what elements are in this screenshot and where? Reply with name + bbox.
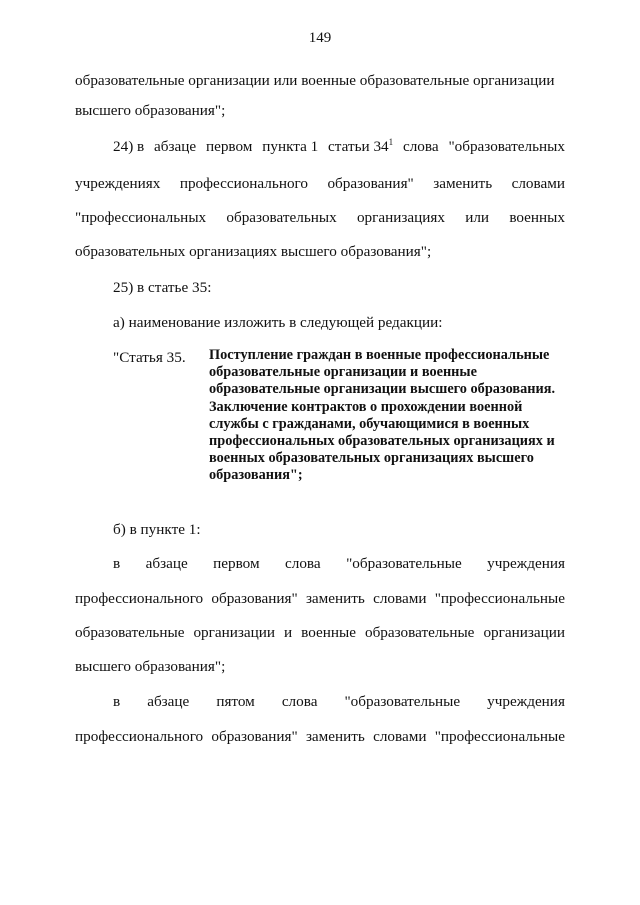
word: учреждения — [487, 693, 565, 710]
item-24-line-2 — [75, 175, 565, 193]
superscript: 1 — [388, 137, 394, 147]
sub-b-p1-line-1 — [113, 555, 565, 573]
item-24-line-4: образовательных организациях высшего образования"; — [75, 243, 432, 260]
word: организации — [483, 624, 565, 641]
word: пятом — [216, 693, 255, 710]
word: слова — [281, 693, 318, 710]
item-25-heading: 25) в статье 35: — [113, 279, 212, 296]
item-24-line-3 — [75, 209, 565, 227]
word: военные — [301, 624, 356, 641]
word: статьи 34 — [328, 138, 389, 155]
item-24-line-1 — [113, 138, 565, 156]
word: или — [465, 209, 490, 226]
word: военных — [509, 209, 565, 226]
word: слова — [285, 555, 321, 572]
text-line: высшего образования"; — [75, 102, 226, 119]
page-number: 149 — [308, 30, 332, 46]
word: организациях — [356, 209, 445, 226]
word: первом — [205, 138, 253, 155]
sub-b-p1-line-4: высшего образования"; — [75, 658, 226, 675]
word: словами — [511, 175, 565, 192]
word: "профессиональных — [75, 209, 207, 226]
word: "образовательные — [344, 693, 461, 710]
sub-b-heading: б) в пункте 1: — [113, 521, 201, 538]
word: в — [113, 693, 121, 710]
word: учреждениях — [75, 175, 161, 192]
word: образования" — [211, 590, 298, 607]
word: образовательные — [364, 624, 475, 641]
sub-b-p1-line-3 — [75, 624, 565, 642]
sub-b-p1-line-2 — [75, 590, 565, 608]
word: и — [284, 624, 293, 641]
word: образования" — [327, 175, 414, 192]
word: абзаце — [145, 555, 188, 572]
word: абзаце — [147, 693, 190, 710]
sub-b-p2-line-1 — [113, 693, 565, 711]
word: словами — [373, 590, 427, 607]
word-with-superscript — [328, 138, 393, 156]
word: в — [113, 555, 121, 572]
text-line — [75, 72, 565, 90]
word: словами — [373, 728, 427, 745]
word: заменить — [433, 175, 493, 192]
word: заменить — [305, 728, 365, 745]
word: первом — [213, 555, 260, 572]
word: "профессиональные — [434, 728, 565, 745]
word: образовательные — [75, 624, 185, 641]
word: слова — [402, 138, 439, 155]
article-label: "Статья 35. — [113, 349, 186, 366]
item-25-sub-a: а) наименование изложить в следующей редакции: — [113, 314, 443, 331]
word: 24) в — [113, 138, 145, 155]
text-line-content: образовательные организации или военные образовательные организации — [75, 72, 555, 89]
word: образовательных — [226, 209, 337, 226]
word: "образовательных — [448, 138, 565, 155]
word: профессионального — [179, 175, 308, 192]
word: профессионального — [75, 728, 204, 745]
word: "профессиональные — [434, 590, 565, 607]
word: заменить — [305, 590, 365, 607]
word: "образовательные — [346, 555, 462, 572]
word: организации — [193, 624, 275, 641]
word: профессионального — [75, 590, 204, 607]
word: учреждения — [487, 555, 565, 572]
sub-b-p2-line-2 — [75, 728, 565, 746]
word: абзаце — [154, 138, 197, 155]
word: образования" — [211, 728, 298, 745]
word: пункта 1 — [262, 138, 319, 155]
article-title: Поступление граждан в военные профессиональные образовательные организации и военные образовательные организации высшего образования. Заключение контрактов о прохождении военной службы с гражданами, обучающимися в военных профессиональных образовательных организациях и военных образовательных организациях высшего образования"; — [209, 347, 556, 484]
